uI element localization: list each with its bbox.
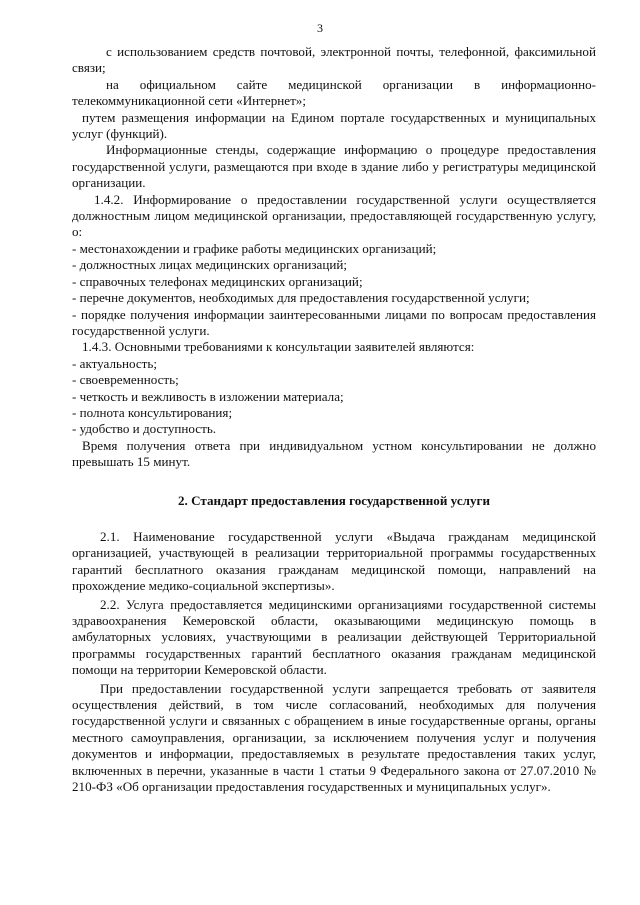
intro-item-mail: с использованием средств почтовой, электронной почты, телефонной, факсимильной связи; xyxy=(72,44,596,76)
intro-item-website: на официальном сайте медицинской организации в информационно-телекоммуникационной сети «Интернет»; xyxy=(72,76,596,109)
list-item: - перечне документов, необходимых для предоставления государственной услуги; xyxy=(72,290,530,306)
clause-1-4-2: 1.4.2. Информирование о предоставлении государственной услуги осуществляется должностным лицом медицинской организации, предоставляющей государственную услугу, о: xyxy=(72,191,596,240)
section-heading: 2. Стандарт предоставления государственной услуги xyxy=(177,492,491,508)
response-time-paragraph: Время получения ответа при индивидуальном устном консультировании не должно превышать 15 минут. xyxy=(72,437,596,470)
clause-1-4-3: 1.4.3. Основными требованиями к консультации заявителей являются: xyxy=(82,339,475,355)
list-item: - справочных телефонах медицинских организаций; xyxy=(72,273,363,289)
prohibition-paragraph: При предоставлении государственной услуги запрещается требовать от заявителя осуществления действий, в том числе согласований, необходимых для получения государственной услуги и связанных с обращением в иные государственные органы, органы местного самоуправления, организации, за исключением получения услуг и получения документов и информации, предоставляемых в результате предоставления таких услуг, включенных в перечни, указанные в части 1 статьи 9 Федерального закона от 27.07.2010 № 210-ФЗ «Об организации предоставления государственных и муниципальных услуг». xyxy=(72,680,596,795)
list-item: - своевременность; xyxy=(72,372,179,388)
list-item: - четкость и вежливость в изложении материала; xyxy=(72,388,344,404)
document-body xyxy=(72,44,596,795)
stands-paragraph: Информационные стенды, содержащие информацию о процедуре предоставления государственной услуги, размещаются при входе в здание либо у регистратуры медицинской организации. xyxy=(72,142,596,191)
intro-item-portal: путем размещения информации на Едином портале государственных и муниципальных услуг (функций). xyxy=(72,109,596,142)
list-item: - местонахождении и графике работы медицинских организаций; xyxy=(72,240,437,256)
clause-2-1: 2.1. Наименование государственной услуги «Выдача гражданам медицинской организацией, участвующей в реализации территориальной программы государственных гарантий бесплатного оказания гражданам медицинской помощи, направлений на прохождение медико-социальной экспертизы». xyxy=(72,528,596,594)
list-item: - полнота консультирования; xyxy=(72,404,233,420)
clause-2-2: 2.2. Услуга предоставляется медицинскими организациями государственной системы здравоохранения Кемеровской области, оказывающими медицинскую помощь в амбулаторных условиях, участвующими в реализации действующей Территориальной программы государственных гарантий бесплатного оказания гражданам медицинской помощи на территории Кемеровской области. xyxy=(72,596,596,678)
page-number: 3 xyxy=(317,21,323,35)
list-item: - должностных лицах медицинских организаций; xyxy=(72,257,348,273)
clause-1-4-2-list xyxy=(72,241,596,339)
clause-1-4-3-list xyxy=(72,356,596,438)
list-item: - актуальность; xyxy=(72,355,158,371)
list-item: - порядке получения информации заинтересованными лицами по вопросам предоставления государственной услуги. xyxy=(72,306,596,338)
list-item: - удобство и доступность. xyxy=(72,421,217,437)
